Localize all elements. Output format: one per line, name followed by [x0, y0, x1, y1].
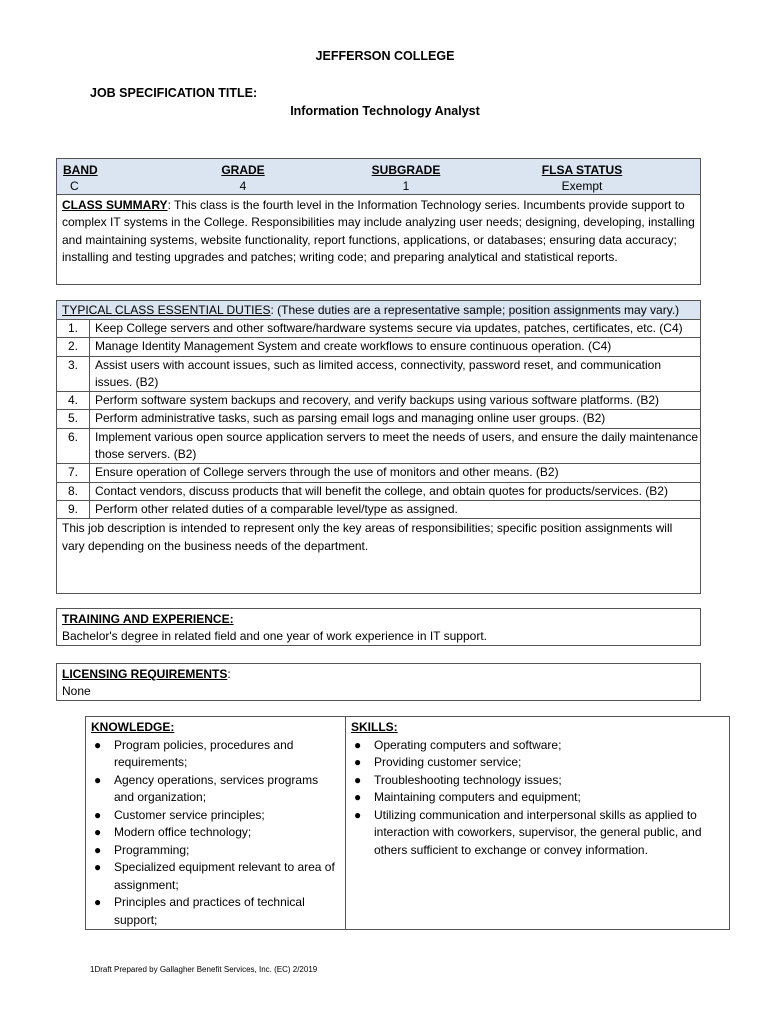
knowledge-item-text: Principles and practices of technical support;: [114, 895, 305, 927]
duty-row: [57, 392, 700, 410]
licensing-label: LICENSING REQUIREMENTS: [62, 667, 228, 681]
page-footer: 1Draft Prepared by Gallagher Benefit Services, Inc. (EC) 2/2019: [90, 965, 318, 974]
duty-text: Keep College servers and other software/hardware systems secure via updates, patches, certificates, etc. (C4): [95, 321, 683, 335]
knowledge-item: [91, 807, 340, 825]
duty-row: [57, 320, 700, 338]
duty-number: 6.: [57, 429, 90, 464]
skills-item-text: Troubleshooting technology issues;: [374, 772, 562, 787]
band-value: C: [70, 179, 79, 193]
duty-row: [57, 483, 700, 501]
bullet-icon: ●: [354, 737, 362, 752]
subgrade-label: SUBGRADE: [371, 163, 441, 177]
duties-note: : (These duties are a representative sample; position assignments may vary.): [270, 303, 680, 317]
bullet-icon: ●: [354, 807, 362, 822]
college-name: JEFFERSON COLLEGE: [315, 49, 455, 63]
duty-text: Manage Identity Management System and create workflows to ensure continuous operation. (C4): [95, 339, 612, 354]
duties-label: TYPICAL CLASS ESSENTIAL DUTIES: [62, 303, 271, 317]
bullet-icon: ●: [94, 860, 102, 874]
duty-row: [57, 410, 700, 428]
band-label: BAND: [63, 163, 98, 177]
knowledge-item: [91, 859, 340, 894]
class-summary-label: CLASS SUMMARY: [62, 198, 168, 212]
skills-item: [351, 807, 724, 860]
duty-number: 1.: [57, 320, 90, 337]
knowledge-skills-box: [85, 716, 730, 930]
job-spec-title: Information Technology Analyst: [290, 104, 480, 118]
duties-header: [57, 301, 700, 320]
licensing-text: None: [62, 684, 91, 698]
bullet-icon: ●: [94, 825, 102, 839]
flsa-cell: [532, 162, 632, 194]
duty-text: Perform software system backups and recovery, and verify backups using various software platforms. (B2): [95, 393, 660, 408]
duty-row: [57, 464, 700, 482]
duty-row: [57, 501, 700, 519]
skills-item: [351, 789, 724, 807]
duties-footer: This job description is intended to represent only the key areas of responsibilities; specific position assignments will vary depending on the business needs of the department.: [62, 521, 673, 553]
skills-label: SKILLS:: [351, 720, 398, 734]
skills-item-text: Utilizing communication and interpersonal skills as applied to interaction with coworkers, supervisor, the general public, and others sufficient to exchange or convey information.: [374, 807, 702, 857]
duty-text: Perform other related duties of a comparable level/type as assigned.: [95, 501, 458, 516]
bullet-icon: ●: [94, 807, 102, 822]
grade-value: 4: [239, 179, 247, 193]
bullet-icon: ●: [94, 737, 102, 752]
knowledge-list: [91, 737, 340, 930]
duty-number: 3.: [57, 357, 90, 392]
bullet-icon: ●: [354, 790, 362, 804]
skills-item: [351, 772, 724, 790]
duty-number: 9.: [57, 501, 90, 518]
knowledge-item-text: Specialized equipment relevant to area of assignment;: [114, 860, 335, 892]
knowledge-item: [91, 737, 340, 772]
subgrade-cell: [356, 162, 456, 194]
bullet-icon: ●: [354, 755, 362, 769]
licensing-box: [56, 663, 701, 701]
training-text: Bachelor's degree in related field and one year of work experience in IT support.: [62, 629, 487, 643]
duty-text: Contact vendors, discuss products that will benefit the college, and obtain quotes for products/services. (B2): [95, 483, 668, 498]
subgrade-value: 1: [402, 179, 410, 193]
skills-list: [351, 737, 724, 860]
skills-item-text: Maintaining computers and equipment;: [374, 790, 581, 804]
duty-row: [57, 357, 700, 393]
knowledge-label: KNOWLEDGE:: [91, 720, 175, 734]
bullet-icon: ●: [94, 895, 102, 909]
bullet-icon: ●: [94, 842, 102, 857]
skills-column: [346, 717, 729, 929]
bullet-icon: ●: [354, 772, 362, 787]
knowledge-item-text: Customer service principles;: [114, 807, 265, 822]
knowledge-item-text: Program policies, procedures and requirements;: [114, 737, 294, 769]
training-box: [56, 608, 701, 646]
duties-box: [56, 300, 701, 594]
flsa-value: Exempt: [561, 179, 603, 193]
bullet-icon: ●: [94, 772, 102, 787]
grade-label: GRADE: [221, 163, 265, 177]
flsa-label: FLSA STATUS: [541, 163, 623, 177]
band-cell: [47, 162, 147, 194]
duty-row: [57, 429, 700, 465]
grade-cell: [193, 162, 293, 194]
duty-text: Ensure operation of College servers through the use of monitors and other means. (B2): [95, 465, 559, 480]
knowledge-item: [91, 772, 340, 807]
classification-row: [57, 159, 700, 195]
knowledge-item: [91, 824, 340, 842]
duty-number: 7.: [57, 464, 90, 481]
knowledge-item-text: Modern office technology;: [114, 825, 252, 839]
knowledge-item: [91, 842, 340, 860]
knowledge-column: [86, 717, 346, 929]
duty-number: 8.: [57, 483, 90, 500]
knowledge-item: [91, 894, 340, 929]
training-label: TRAINING AND EXPERIENCE:: [62, 612, 234, 626]
duty-text: Implement various open source application servers to meet the needs of users, and ensure the daily maintenance those servers. (B2): [95, 429, 699, 462]
duty-text: Perform administrative tasks, such as parsing email logs and managing online user groups. (B2): [95, 411, 606, 426]
job-spec-label: JOB SPECIFICATION TITLE:: [90, 86, 258, 100]
duty-text: Assist users with account issues, such as limited access, connectivity, password reset, and communication issues. (B2): [95, 357, 662, 389]
knowledge-item-text: Agency operations, services programs and organization;: [114, 772, 319, 804]
duties-list: [57, 320, 700, 519]
duty-number: 2.: [57, 338, 90, 355]
class-summary-text: This class is the fourth level in the Information Technology series. Incumbents provide support to complex IT systems in the College. Responsibilities may include analyzing user needs; designing, developing, installing and maintaining systems, website functionality, report functions, applications, or databases; ensuring data accuracy; installing and testing upgrades and patches; writing code; and preparing analytical and statistical reports.: [62, 198, 695, 264]
skills-item-text: Operating computers and software;: [374, 737, 562, 752]
skills-item: [351, 754, 724, 772]
class-summary: CLASS SUMMARY: This class is the fourth level in the Information Technology series. Incumbents provide support to complex IT systems in the College. Responsibilities may include analyzing user needs; designing, developing, installing and maintaining systems, website functionality, report functions, applications, or databases; ensuring data accuracy; installing and testing upgrades and patches; writing code; and preparing analytical and statistical reports.: [62, 198, 695, 264]
duty-row: [57, 338, 700, 356]
skills-item: [351, 737, 724, 755]
knowledge-item-text: Programming;: [114, 842, 190, 857]
duty-number: 4.: [57, 392, 90, 409]
classification-box: [56, 158, 701, 285]
skills-item-text: Providing customer service;: [374, 755, 522, 769]
duty-number: 5.: [57, 410, 90, 427]
licensing-colon: :: [227, 667, 231, 681]
